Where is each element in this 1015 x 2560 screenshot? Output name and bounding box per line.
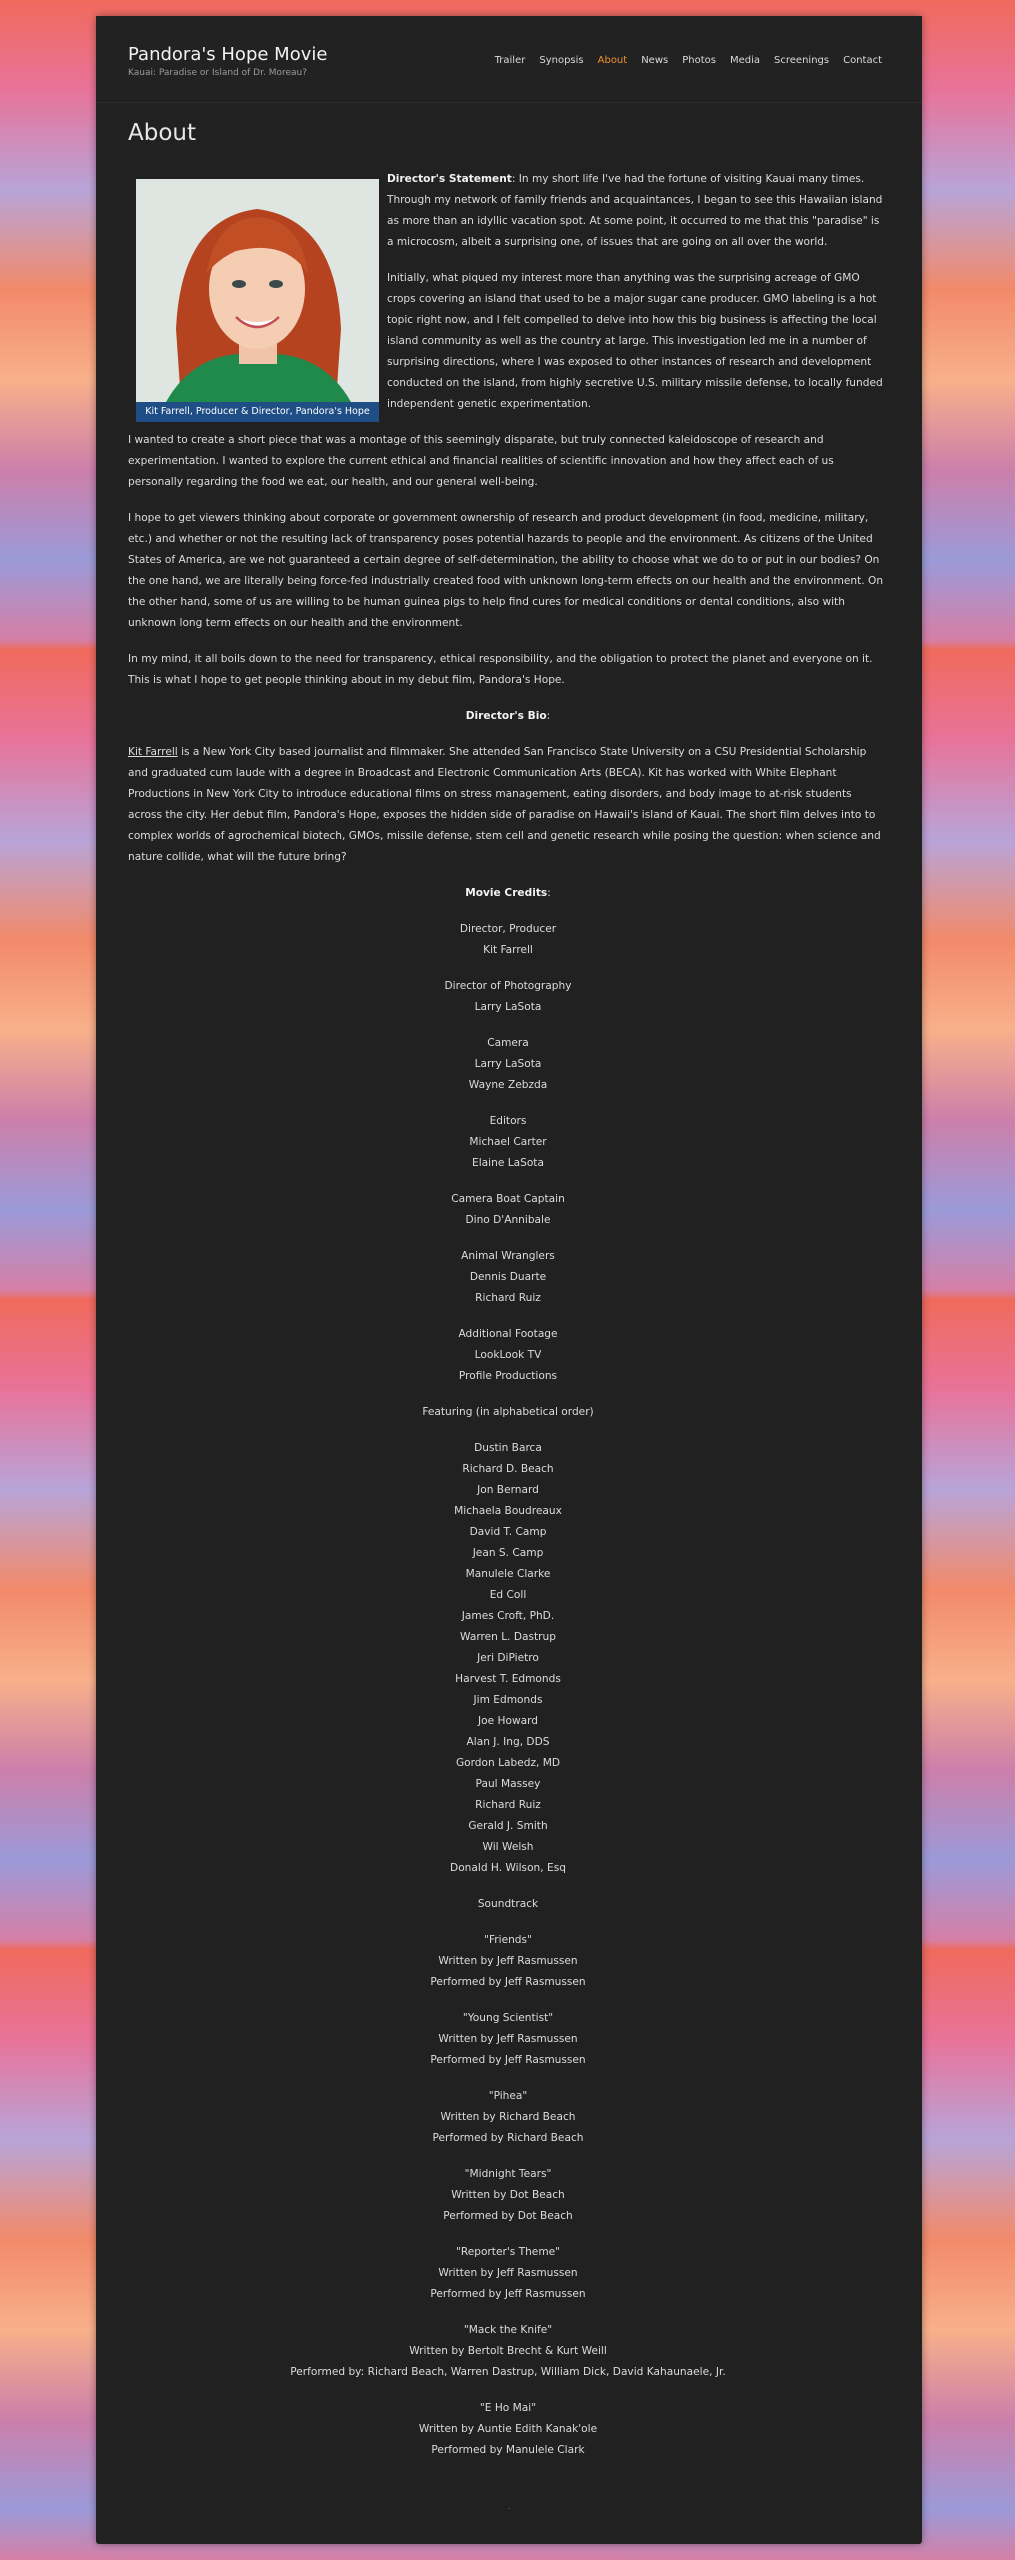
credit-name: Written by Bertolt Brecht & Kurt Weill [409,2345,607,2357]
credit-role: "Reporter's Theme" [455,2246,561,2258]
site-tagline: Kauai: Paradise or Island of Dr. Moreau? [128,68,307,78]
content-panel [96,16,922,2544]
footer-mark: . [508,2502,511,2511]
credit-group [128,1402,888,1423]
credit-name: Richard D. Beach [462,1463,554,1475]
credit-name: Harvest T. Edmonds [455,1673,561,1685]
credit-name: Gerald J. Smith [468,1820,548,1832]
credit-name: James Croft, PhD. [461,1610,555,1622]
credit-name: Written by Auntie Edith Kanak'ole [418,2423,598,2435]
credit-name: Jeri DiPietro [477,1652,539,1664]
credit-name: Manulele Clarke [465,1568,551,1580]
credit-name: Ed Coll [489,1589,527,1601]
credit-name: Performed by Manulele Clark [431,2444,585,2456]
credit-name: Performed by Jeff Rasmussen [430,1976,586,1988]
credit-name: Wayne Zebzda [468,1079,548,1091]
nav-photos[interactable]: Photos [682,55,716,66]
credit-name: Larry LaSota [474,1001,542,1013]
credit-role: Featuring (in alphabetical order) [422,1406,594,1418]
nav-about[interactable]: About [597,55,628,66]
credit-name: Performed by Jeff Rasmussen [430,2054,586,2066]
credit-name: Written by Jeff Rasmussen [438,2033,578,2045]
credit-group [128,1189,888,1231]
bio-heading: Director's Bio: [465,710,551,722]
statement-paragraph-1: Director's Statement: In my short life I've had the fortune of visiting Kauai many times. Through my network of family friends and acquaintances, I began to see this Hawaiian island as more than an idyllic vacation spot. At some point, it occurred to me that this "paradise" is a microcosm, albeit a surprising one, of issues that are going on all over the world. [387,173,883,248]
credit-name: Performed by Richard Beach [432,2132,584,2144]
credit-name: Performed by Dot Beach [443,2210,573,2222]
credit-role: Camera Boat Captain [451,1193,565,1205]
credit-role: Editors [489,1115,527,1127]
credit-group [128,919,888,961]
page-title: About [128,120,197,146]
credit-role: Additional Footage [458,1328,558,1340]
nav-synopsis[interactable]: Synopsis [539,55,584,66]
credit-name: Written by Richard Beach [440,2111,576,2123]
credit-name: Michaela Boudreaux [454,1505,562,1517]
credit-name: Alan J. Ing, DDS [466,1736,550,1748]
nav-news[interactable]: News [641,55,669,66]
credit-role: "Mack the Knife" [463,2324,553,2336]
credit-name: Jon Bernard [477,1484,539,1496]
credit-group [128,976,888,1018]
credit-role: Soundtrack [477,1898,539,1910]
credit-group [128,1438,888,1879]
credit-name: Gordon Labedz, MD [455,1757,561,1769]
site-title[interactable]: Pandora's Hope Movie [128,44,328,65]
site-header [96,16,922,103]
credit-name: Written by Dot Beach [451,2189,565,2201]
statement-paragraph-2: Initially, what piqued my interest more than anything was the surprising acreage of GMO crops covering an island that used to be a major sugar cane producer. GMO labeling is a hot topic right now, and I felt compelled to delve into how this big business is affecting the local island community as well as the country at large. This investigation led me in a number of surprising directions, where I was exposed to other instances of research and development conducted on the island, from highly secretive U.S. military missile defense, to locally funded independent genetic experimentation. [387,272,883,410]
credit-role: Dustin Barca [474,1442,542,1454]
bio-paragraph: Kit Farrell is a New York City based journalist and filmmaker. She attended San Francisco State University on a CSU Presidential Scholarship and graduated cum laude with a degree in Broadcast and Electronic Communication Arts (BECA). Kit has worked with White Elephant Productions in New York City to introduce educational films on stress management, eating disorders, and body image to at-risk students across the city. Her debut film, Pandora's Hope, exposes the hidden side of paradise on Hawaii's island of Kauai. The short film delves into to complex worlds of agrochemical biotech, GMOs, missile defense, stem cell and genetic research while posing the question: when science and nature collide, what will the future bring? [128,746,881,863]
credit-role: "E Ho Mai" [479,2402,537,2414]
credit-name: Wil Welsh [482,1841,534,1853]
credits-list [128,919,888,2461]
credit-name: LookLook TV [474,1349,542,1361]
credit-name: Joe Howard [478,1715,538,1727]
credit-group [128,2164,888,2227]
credit-role: Camera [487,1037,529,1049]
credit-name: Written by Jeff Rasmussen [438,2267,578,2279]
credit-name: Performed by: Richard Beach, Warren Dastrup, William Dick, David Kahaunaele, Jr. [290,2366,726,2378]
credit-role: Animal Wranglers [461,1250,555,1262]
credit-role: "Young Scientist" [462,2012,554,2024]
credits-heading: Movie Credits: [465,887,551,899]
credit-name: David T. Camp [469,1526,547,1538]
credit-name: Donald H. Wilson, Esq [450,1862,566,1874]
credit-group [128,2008,888,2071]
credit-group [128,1894,888,1915]
credit-name: Performed by Jeff Rasmussen [430,2288,586,2300]
credit-role: "Friends" [484,1934,532,1946]
credit-name: Richard Ruiz [475,1799,541,1811]
credit-group [128,1111,888,1174]
credit-name: Dennis Duarte [469,1271,547,1283]
credit-name: Larry LaSota [474,1058,542,1070]
nav-trailer[interactable]: Trailer [494,55,526,66]
credit-group [128,1033,888,1096]
credit-name: Richard Ruiz [475,1292,541,1304]
credit-role: "Pihea" [488,2090,528,2102]
credit-group [128,2398,888,2461]
credit-role: Director of Photography [444,980,572,992]
credit-name: Paul Massey [475,1778,541,1790]
credit-group [128,2086,888,2149]
credit-group [128,1246,888,1309]
main-nav [481,55,882,66]
photo-caption: Kit Farrell, Producer & Director, Pandora's Hope [136,402,379,422]
credit-name: Dino D'Annibale [465,1214,551,1226]
credit-group [128,1930,888,1993]
credit-role: "Midnight Tears" [464,2168,552,2180]
nav-contact[interactable]: Contact [843,55,882,66]
statement-paragraph-5: In my mind, it all boils down to the need for transparency, ethical responsibility, and the obligation to protect the planet and everyone on it. This is what I hope to get people thinking about in my debut film, Pandora's Hope. [128,653,873,686]
credit-group [128,2320,888,2383]
credit-name: Warren L. Dastrup [460,1631,556,1643]
director-photo[interactable] [136,179,379,426]
credit-name: Elaine LaSota [472,1157,544,1169]
credit-name: Jean S. Camp [472,1547,544,1559]
kit-farrell-link[interactable]: Kit Farrell [128,746,178,758]
portrait-image [136,179,379,402]
page-content [128,169,888,2476]
nav-screenings[interactable]: Screenings [774,55,830,66]
statement-paragraph-4: I hope to get viewers thinking about corporate or government ownership of research and product development (in food, medicine, military, etc.) and whether or not the resulting lack of transparency poses potential hazards to people and the environment. As citizens of the United States of America, are we not guaranteed a certain degree of self-determination, the ability to choose what we do to or put in our bodies? On the one hand, we are literally being force-fed industrially created food with unknown long-term effects on our health and the environment. On the other hand, some of us are willing to be human guinea pigs to help find cures for medical conditions or dental conditions, also with unknown long term effects on our health and the environment. [128,512,884,629]
credit-role: Director, Producer [459,923,557,935]
statement-paragraph-3: I wanted to create a short piece that was a montage of this seemingly disparate, but truly connected kaleidoscope of research and experimentation. I wanted to explore the current ethical and financial realities of scientific innovation and how they affect each of us personally regarding the food we eat, our health, and our general well-being. [128,434,834,488]
credit-name: Profile Productions [458,1370,558,1382]
credit-group [128,1324,888,1387]
nav-media[interactable]: Media [729,55,761,66]
credit-name: Written by Jeff Rasmussen [438,1955,578,1967]
credit-name: Kit Farrell [483,944,533,956]
statement-label: Director's Statement [387,173,512,185]
credit-group [128,2242,888,2305]
credit-name: Jim Edmonds [473,1694,543,1706]
credit-name: Michael Carter [469,1136,547,1148]
